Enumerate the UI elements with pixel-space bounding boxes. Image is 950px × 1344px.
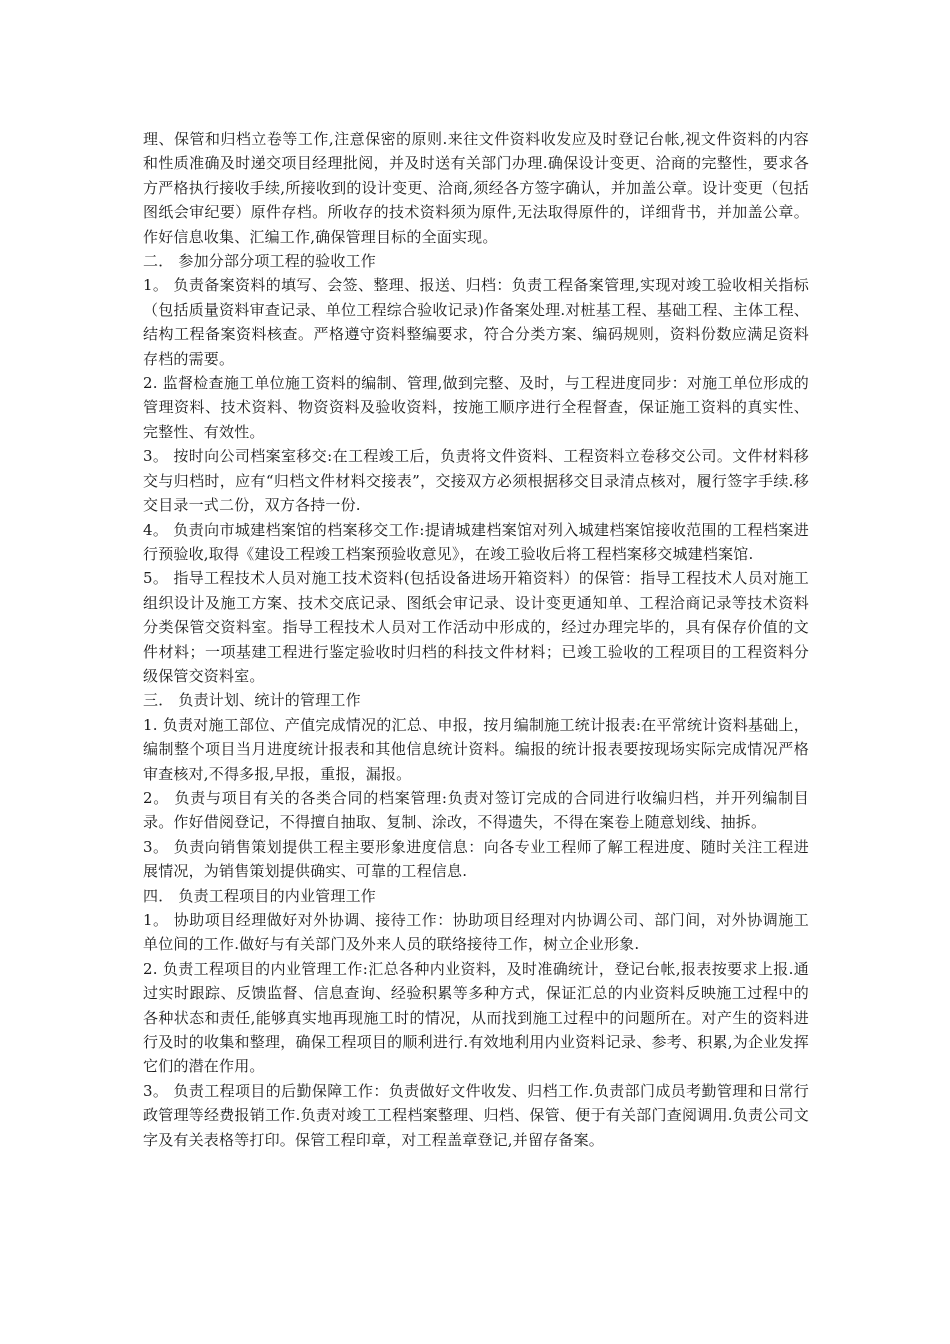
paragraph-2-1: 1。 负责备案资料的填写、会签、整理、报送、归档：负责工程备案管理,实现对竣工验收相关指标（包括质量资料审查记录、单位工程综合验收记录)作备案处理.对桩基工程、基础工程、主体工程、结构工程备案资料核查。严格遵守资料整编要求，符合分类方案、编码规则，资料份数应满足资料存档的需要。 (143, 276, 809, 368)
paragraph-2-5: 5。 指导工程技术人员对施工技术资料(包括设备进场开箱资料）的保管：指导工程技术人员对施工组织设计及施工方案、技术交底记录、图纸会审记录、设计变更通知单、工程洽商记录等技术资料分类保管交资料室。指导工程技术人员对工作活动中形成的，经过办理完毕的，具有保存价值的文件材料；一项基建工程进行鉴定验收时归档的科技文件材料；已竣工验收的工程项目的工程资料分级保管交资料室。 (143, 569, 809, 685)
section-heading-2: 二． 参加分部分项工程的验收工作 (143, 252, 376, 271)
section-heading-3: 三． 负责计划、统计的管理工作 (143, 691, 361, 710)
section-heading-4: 四． 负责工程项目的内业管理工作 (143, 886, 376, 905)
paragraph-2-2: 2. 监督检查施工单位施工资料的编制、管理,做到完整、及时，与工程进度同步：对施工单位形成的管理资料、技术资料、物资资料及验收资料，按施工顺序进行全程督查，保证施工资料的真实性、完整性、有效性。 (143, 374, 809, 441)
paragraph-3-2: 2。 负责与项目有关的各类合同的档案管理:负责对签订完成的合同进行收编归档，并开列编制目录。作好借阅登记，不得擅自抽取、复制、涂改，不得遗失，不得在案卷上随意划线、抽拆。 (143, 788, 809, 832)
paragraph-2-4: 4。 负责向市城建档案馆的档案移交工作:提请城建档案馆对列入城建档案馆接收范围的工程档案进行预验收,取得《建设工程竣工档案预验收意见》，在竣工验收后将工程档案移交城建档案馆. (143, 520, 809, 563)
paragraph-3-3: 3。 负责向销售策划提供工程主要形象进度信息：向各专业工程师了解工程进度、随时关注工程进展情况，为销售策划提供确实、可靠的工程信息. (143, 837, 809, 881)
paragraph-3-1: 1. 负责对施工部位、产值完成情况的汇总、申报，按月编制施工统计报表:在平常统计资料基础上，编制整个项目当月进度统计报表和其他信息统计资料。编报的统计报表要按现场实际完成情况严格审查核对,不得多报,早报，重报，漏报。 (143, 715, 809, 783)
paragraph-4-1: 1。 协助项目经理做好对外协调、接待工作：协助项目经理对内协调公司、部门间，对外协调施工单位间的工作.做好与有关部门及外来人员的联络接待工作，树立企业形象. (143, 911, 809, 954)
paragraph-4-3: 3。 负责工程项目的后勤保障工作：负责做好文件收发、归档工作.负责部门成员考勤管理和日常行政管理等经费报销工作.负责对竣工工程档案整理、归档、保管、便于有关部门查阅调用.负责公司文字及有关表格等打印。保管工程印章，对工程盖章登记,并留存备案。 (143, 1081, 809, 1149)
paragraph-4-2: 2. 负责工程项目的内业管理工作:汇总各种内业资料，及时准确统计，登记台帐,报表按要求上报.通过实时跟踪、反馈监督、信息查询、经验积累等多种方式，保证汇总的内业资料反映施工过程中的各种状态和责任,能够真实地再现施工时的情况，从而找到施工过程中的问题所在。对产生的资料进行及时的收集和整理，确保工程项目的顺利进行.有效地利用内业资料记录、参考、积累,为企业发挥它们的潜在作用。 (143, 959, 809, 1076)
document-body (143, 127, 809, 1152)
paragraph-2-3: 3。 按时向公司档案室移交:在工程竣工后，负责将文件资料、工程资料立卷移交公司。文件材料移交与归档时，应有“归档文件材料交接表”，交接双方必须根据移交目录清点核对，履行签字手续.移交目录一式二份，双方各持一份. (143, 447, 809, 515)
paragraph-intro: 理、保管和归档立卷等工作,注意保密的原则.来往文件资料收发应及时登记台帐,视文件资料的内容和性质准确及时递交项目经理批阅，并及时送有关部门办理.确保设计变更、洽商的完整性，要求各方严格执行接收手续,所接收到的设计变更、洽商,须经各方签字确认，并加盖公章。设计变更（包括图纸会审纪要）原件存档。所收存的技术资料须为原件,无法取得原件的，详细背书，并加盖公章。作好信息收集、汇编工作,确保管理目标的全面实现。 (143, 130, 809, 246)
